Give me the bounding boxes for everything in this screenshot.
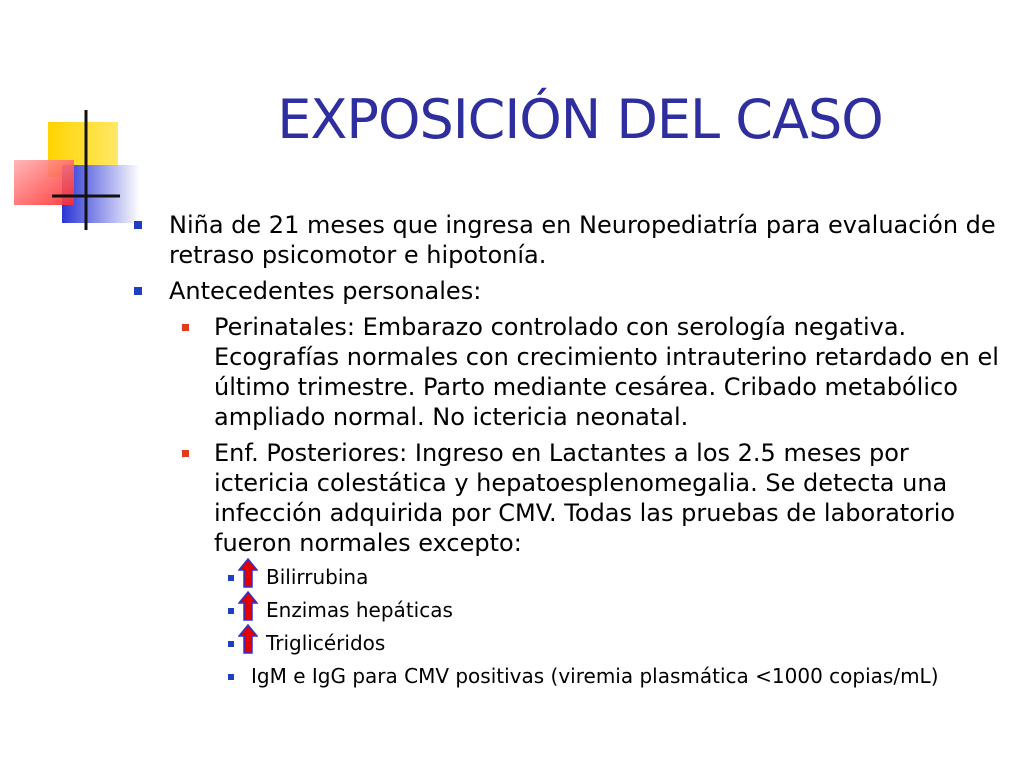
bullet-text: Perinatales: Embarazo controlado con serología negativa. Ecografías normales con crecimiento intrauterino retardado en el último trimestre. Parto mediante cesárea. Cribado metabólico ampliado normal. No ictericia neonatal. bbox=[214, 313, 999, 431]
sub-bullet-item bbox=[125, 312, 1005, 432]
lab-result-item bbox=[125, 597, 1005, 624]
slide-title: EXPOSICIÓN DEL CASO bbox=[277, 88, 883, 151]
lab-result-item bbox=[125, 663, 1005, 690]
bullet-item bbox=[125, 276, 1005, 306]
up-arrow-icon bbox=[238, 624, 258, 654]
bullet-text: IgM e IgG para CMV positivas (viremia plasmática <1000 copias/mL) bbox=[251, 664, 939, 688]
square-bullet-icon bbox=[134, 287, 142, 295]
bullet-item bbox=[125, 210, 1005, 270]
bullet-text: Enzimas hepáticas bbox=[266, 598, 453, 622]
bullet-text: Bilirrubina bbox=[266, 565, 369, 589]
up-arrow-icon bbox=[238, 558, 258, 588]
lab-result-item bbox=[125, 564, 1005, 591]
sub-bullet-item bbox=[125, 438, 1005, 558]
square-bullet-icon bbox=[228, 674, 234, 680]
lab-result-item bbox=[125, 630, 1005, 657]
square-bullet-icon bbox=[182, 324, 189, 331]
square-bullet-icon bbox=[228, 608, 234, 614]
slide-content bbox=[125, 210, 1005, 696]
bullet-text: Enf. Posteriores: Ingreso en Lactantes a los 2.5 meses por ictericia colestática y hepatoesplenomegalia. Se detecta una infección adquirida por CMV. Todas las pruebas de laboratorio fueron normales excepto: bbox=[214, 439, 956, 557]
square-bullet-icon bbox=[134, 221, 142, 229]
up-arrow-icon bbox=[238, 591, 258, 621]
square-bullet-icon bbox=[228, 641, 234, 647]
square-bullet-icon bbox=[228, 575, 234, 581]
decorative-squares-logo bbox=[0, 0, 160, 240]
bullet-text: Triglicéridos bbox=[266, 631, 386, 655]
bullet-text: Niña de 21 meses que ingresa en Neuropediatría para evaluación de retraso psicomotor e hipotonía. bbox=[169, 211, 996, 269]
square-bullet-icon bbox=[182, 450, 189, 457]
bullet-text: Antecedentes personales: bbox=[169, 277, 482, 305]
